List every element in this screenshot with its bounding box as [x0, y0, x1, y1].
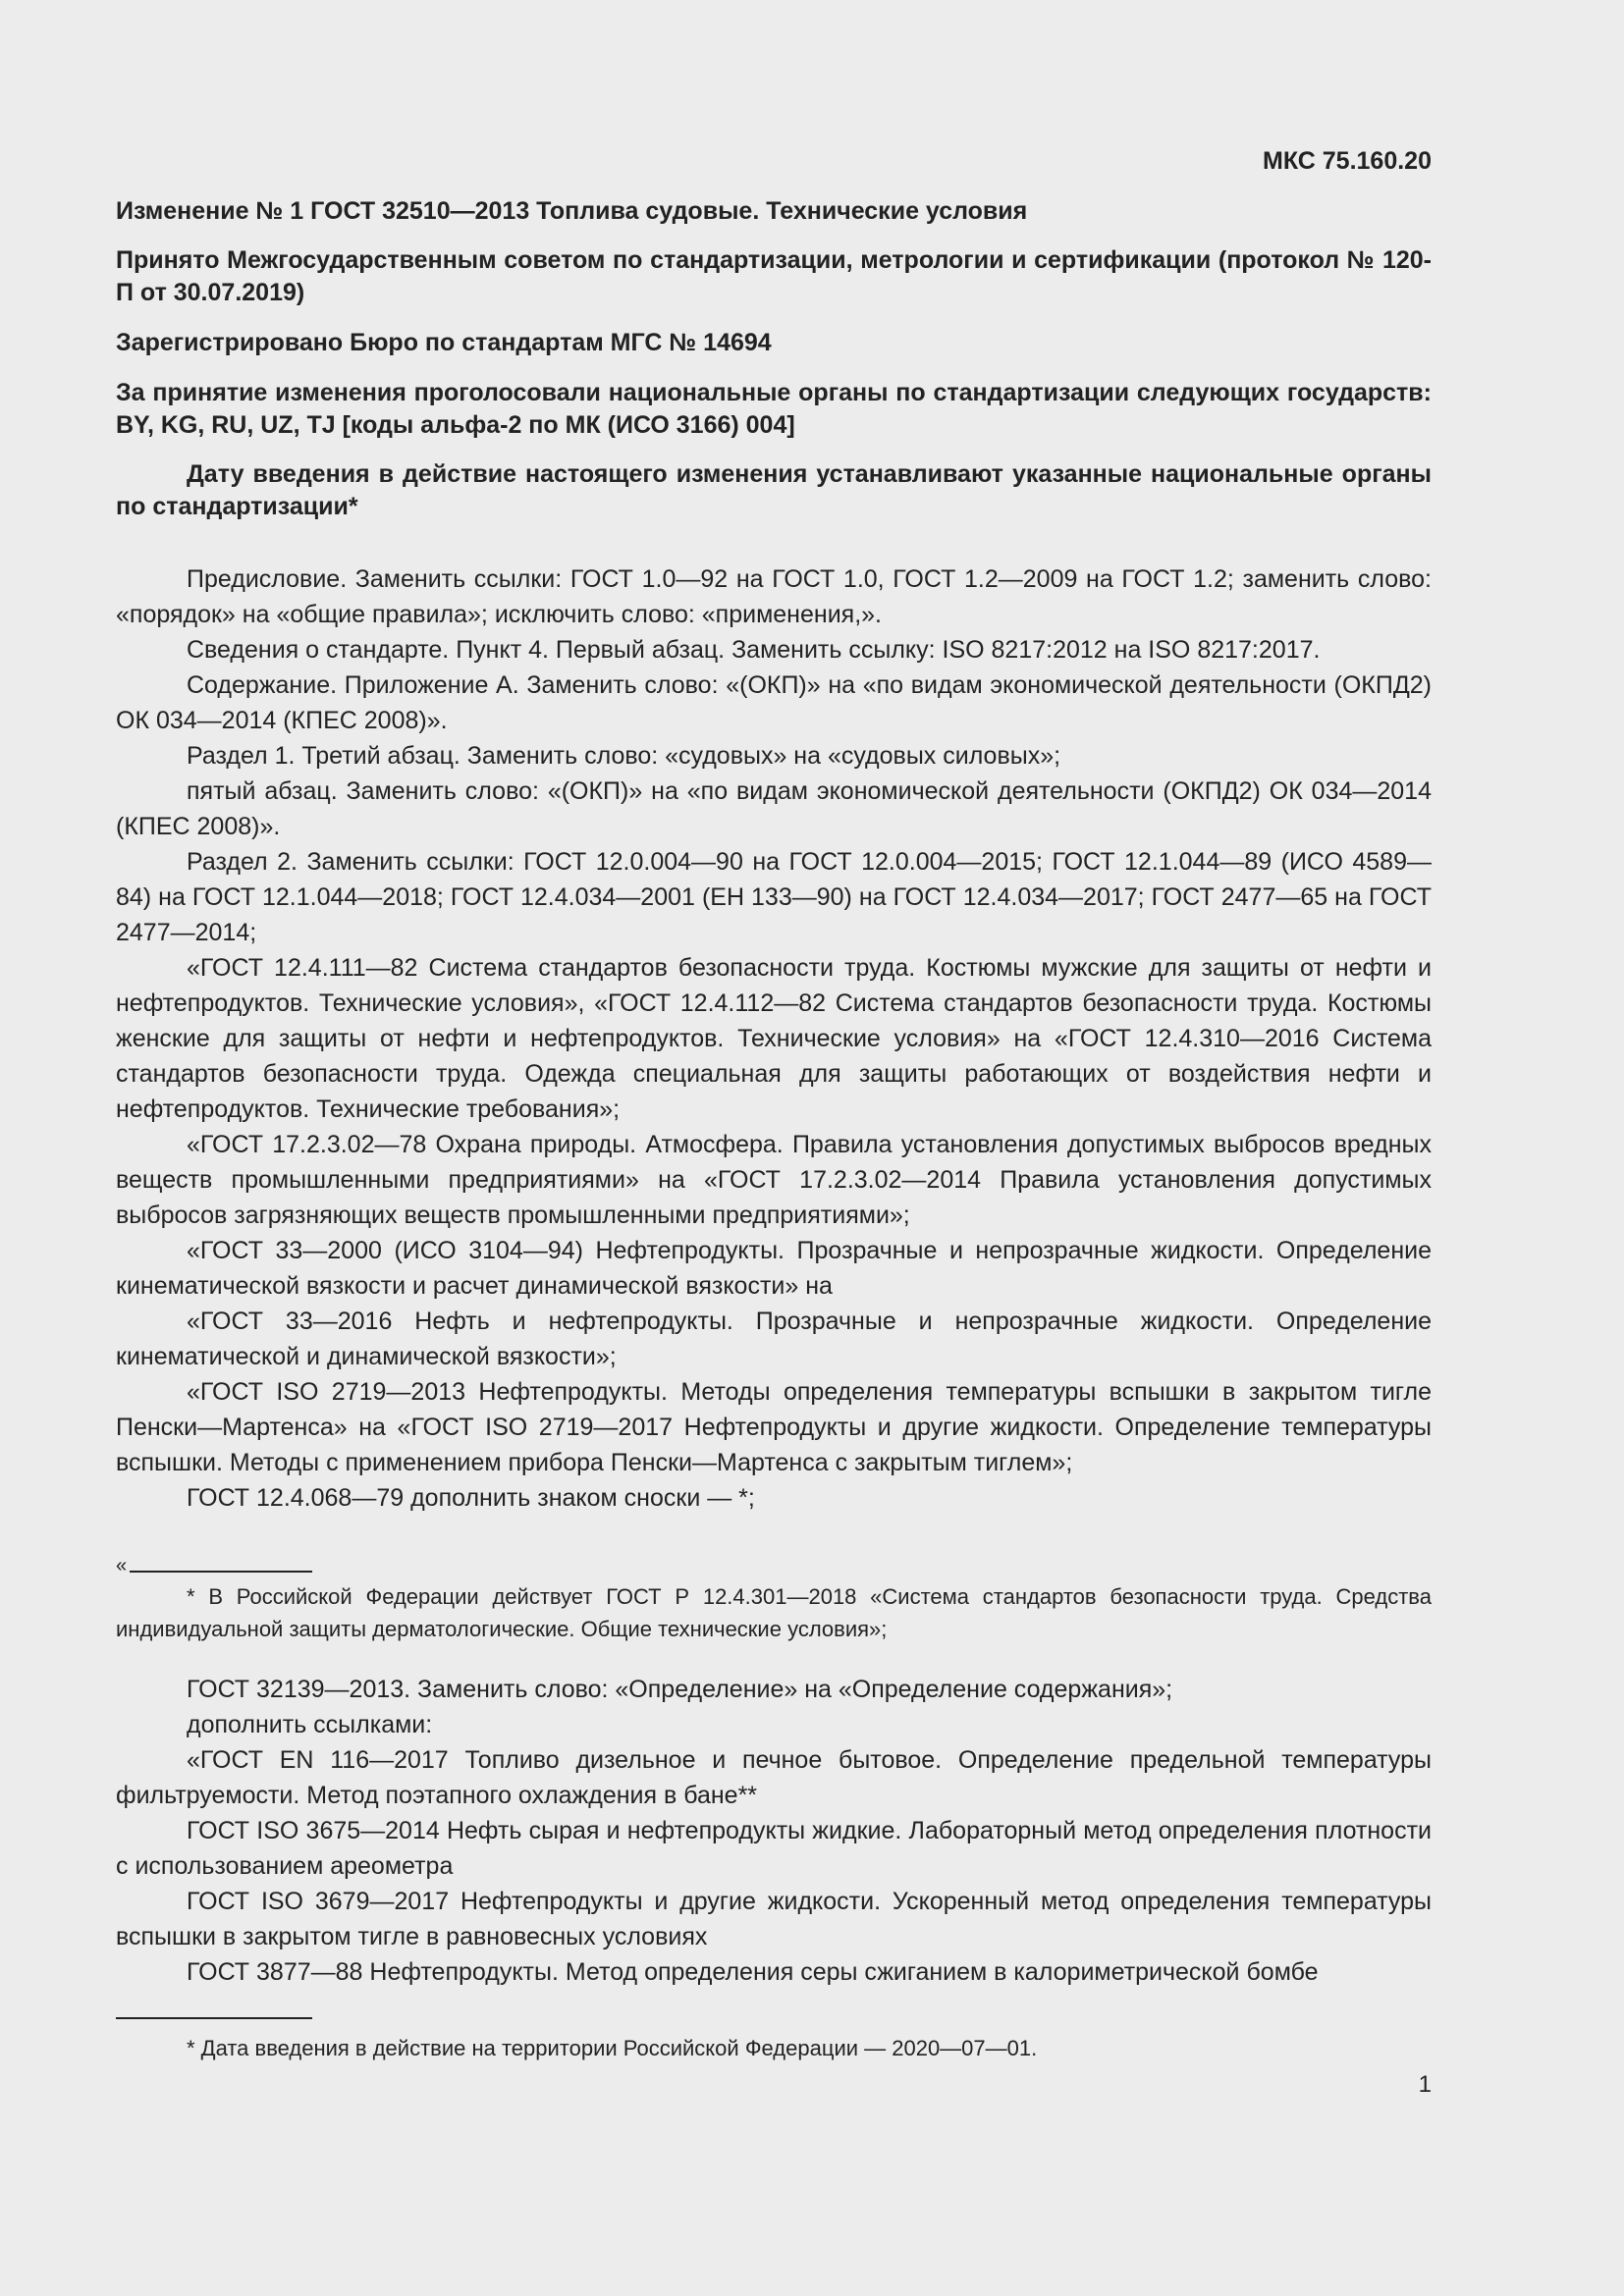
paragraph: «ГОСТ EN 116—2017 Топливо дизельное и печное бытовое. Определение предельной температуры фильтруемости. Метод поэтапного охлаждения в бане** [116, 1746, 1432, 1809]
footnote-quote-mark: « [116, 1555, 128, 1576]
mks-code: МКС 75.160.20 [1263, 147, 1432, 175]
paragraph: «ГОСТ 17.2.3.02—78 Охрана природы. Атмосфера. Правила установления допустимых выбросов вредных веществ промышленными предприятиями» на «ГОСТ 17.2.3.02—2014 Правила установления допустимых выбросов загрязняющих веществ промышленными предприятиями»; [116, 1131, 1432, 1229]
paragraph: ГОСТ 32139—2013. Заменить слово: «Определение» на «Определение содержания»; [187, 1676, 1173, 1703]
registered-statement: Зарегистрировано Бюро по стандартам МГС № 14694 [116, 329, 772, 356]
paragraph: Сведения о стандарте. Пункт 4. Первый абзац. Заменить ссылку: ISO 8217:2012 на ISO 8217:2017. [187, 636, 1321, 664]
document-page [116, 0, 1432, 2296]
paragraph: «ГОСТ ISO 2719—2013 Нефтепродукты. Методы определения температуры вспышки в закрытом тигле Пенски—Мартенса» на «ГОСТ ISO 2719—2017 Нефтепродукты и другие жидкости. Определение температуры вспышки. Методы с применением прибора Пенски—Мартенса с закрытым тиглем»; [116, 1378, 1432, 1476]
paragraph: пятый абзац. Заменить слово: «(ОКП)» на «по видам экономической деятельности (ОКПД2) ОК 034—2014 (КПЕС 2008)». [116, 777, 1432, 840]
paragraph: «ГОСТ 12.4.111—82 Система стандартов безопасности труда. Костюмы мужские для защиты от нефти и нефтепродуктов. Технические условия», «ГОСТ 12.4.112—82 Система стандартов безопасности труда. Костюмы женские для защиты от нефти и нефтепродуктов. Технические условия» на «ГОСТ 12.4.310—2016 Система стандартов безопасности труда. Одежда специальная для защиты работающих от воздействия нефти и нефтепродуктов. Технические требования»; [116, 954, 1432, 1123]
paragraph: ГОСТ ISO 3679—2017 Нефтепродукты и другие жидкости. Ускоренный метод определения температуры вспышки в закрытом тигле в равновесных условиях [116, 1888, 1432, 1950]
footnote-text: * В Российской Федерации действует ГОСТ Р 12.4.301—2018 «Система стандартов безопасности труда. Средства индивидуальной защиты дерматологические. Общие технические условия»; [116, 1584, 1432, 1641]
amendment-body [116, 561, 1432, 1516]
footnote-divider [130, 1571, 312, 1573]
paragraph: ГОСТ 12.4.068—79 дополнить знаком сноски — *; [187, 1484, 755, 1512]
paragraph: «ГОСТ 33—2016 Нефть и нефтепродукты. Прозрачные и непрозрачные жидкости. Определение кинематической и динамической вязкости»; [116, 1308, 1432, 1370]
document-title: Изменение № 1 ГОСТ 32510—2013 Топлива судовые. Технические условия [116, 197, 1028, 225]
paragraph: дополнить ссылками: [187, 1711, 433, 1738]
paragraph: ГОСТ 3877—88 Нефтепродукты. Метод определения серы сжиганием в калориметрической бомбе [187, 1958, 1319, 1986]
amendment-body-continued [116, 1672, 1432, 1990]
footnote-text: * Дата введения в действие на территории Российской Федерации — 2020—07—01. [187, 2036, 1038, 2060]
paragraph: ГОСТ ISO 3675—2014 Нефть сырая и нефтепродукты жидкие. Лабораторный метод определения плотности с использованием ареометра [116, 1817, 1432, 1880]
voted-statement: За принятие изменения проголосовали национальные органы по стандартизации следующих государств: BY, KG, RU, UZ, TJ [коды альфа-2 по МК (ИСО 3166) 004] [116, 379, 1432, 439]
page-number: 1 [1418, 2071, 1432, 2098]
effective-date-statement: Дату введения в действие настоящего изменения устанавливают указанные национальные органы по стандартизации* [116, 460, 1432, 520]
paragraph: Раздел 2. Заменить ссылки: ГОСТ 12.0.004—90 на ГОСТ 12.0.004—2015; ГОСТ 12.1.044—89 (ИСО 4589—84) на ГОСТ 12.1.044—2018; ГОСТ 12.4.034—2001 (ЕН 133—90) на ГОСТ 12.4.034—2017; ГОСТ 2477—65 на ГОСТ 2477—2014; [116, 848, 1432, 946]
paragraph: «ГОСТ 33—2000 (ИСО 3104—94) Нефтепродукты. Прозрачные и непрозрачные жидкости. Определение кинематической вязкости и расчет динамической вязкости» на [116, 1237, 1432, 1300]
paragraph: Содержание. Приложение А. Заменить слово: «(ОКП)» на «по видам экономической деятельности (ОКПД2) ОК 034—2014 (КПЕС 2008)». [116, 671, 1432, 734]
footnote-divider [116, 2017, 312, 2019]
paragraph: Раздел 1. Третий абзац. Заменить слово: «судовых» на «судовых силовых»; [187, 742, 1061, 770]
adopted-statement: Принято Межгосударственным советом по стандартизации, метрологии и сертификации (протокол № 120-П от 30.07.2019) [116, 246, 1432, 306]
paragraph: Предисловие. Заменить ссылки: ГОСТ 1.0—92 на ГОСТ 1.0, ГОСТ 1.2—2009 на ГОСТ 1.2; заменить слово: «порядок» на «общие правила»; исключить слово: «применения,». [116, 565, 1432, 628]
